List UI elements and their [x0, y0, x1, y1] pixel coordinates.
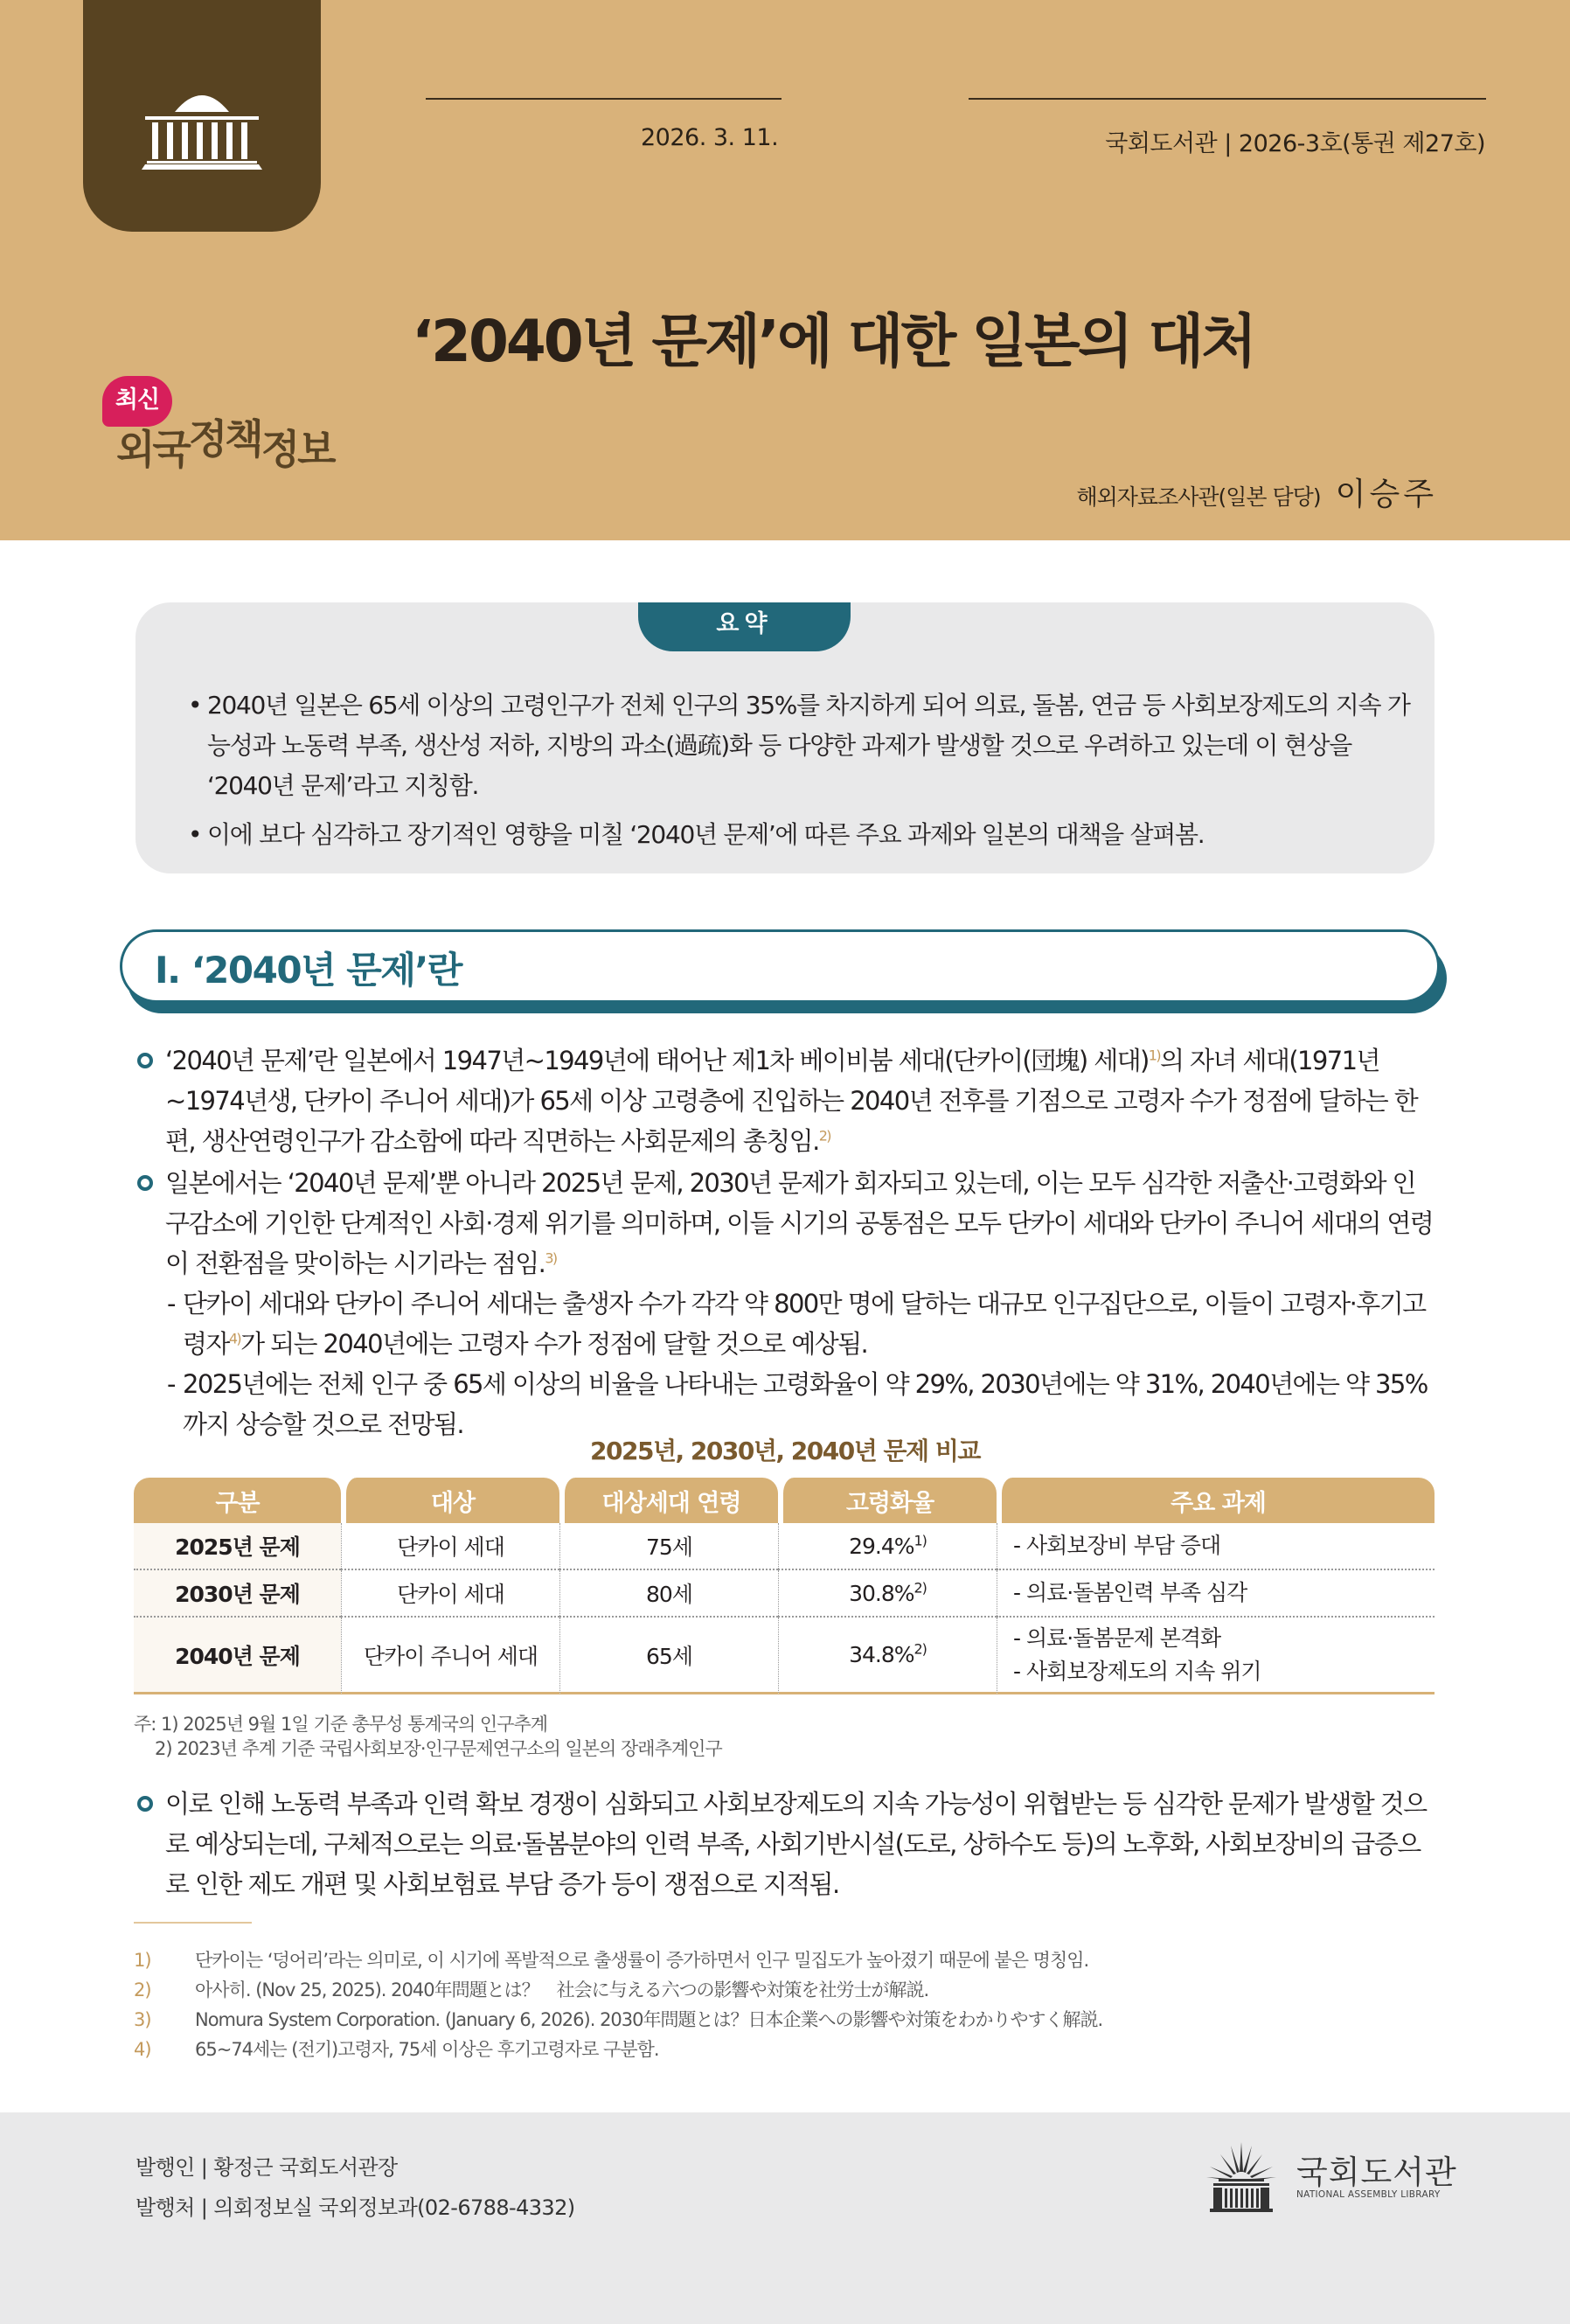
table-header-row	[134, 1478, 1435, 1523]
column-header: 주요 과제	[997, 1478, 1435, 1523]
footnote: 1) 단카이는 ‘덩어리’라는 의미로, 이 시기에 폭발적으로 출생률이 증가하면서 인구 밀집도가 높아졌기 때문에 붙은 명칭임.	[134, 1950, 1089, 1971]
report-header	[0, 0, 1570, 540]
library-name-kr: 국회도서관	[1296, 2154, 1457, 2191]
footnote-ref[interactable]: 4)	[228, 1330, 241, 1347]
summary-item: • 2040년 일본은 65세 이상의 고령인구가 전체 인구의 35%를 차지하게 되어 의료, 돌봄, 연금 등 사회보장제도의 지속 가능성과 노동력 부족, 생산성 저하, 지방의 과소(過疏)화 등 다양한 과제가 발생할 것으로 우려하고 있는데 이 현상을 ‘2040년 문제’라고 지칭함.	[188, 685, 1412, 806]
row-label: 2040년 문제	[134, 1618, 341, 1694]
circle-bullet-icon	[137, 1175, 153, 1191]
footnote-ref: 2)	[914, 1640, 927, 1658]
section-title: Ⅰ. ‘2040년 문제’란	[155, 949, 462, 992]
circle-bullet-icon	[137, 1796, 153, 1812]
column-header: 대상	[341, 1478, 559, 1523]
table-notes	[134, 1712, 722, 1761]
cell-target: 단카이 주니어 세대	[341, 1618, 559, 1694]
summary-list	[188, 685, 1412, 864]
footnote-ref[interactable]: 3)	[545, 1249, 557, 1267]
footnote: 4) 65~74세는 (전기)고령자, 75세 이상은 후기고령자로 구분함.	[134, 2039, 659, 2060]
cell-tasks: - 사회보장비 부담 증대	[997, 1523, 1435, 1570]
column-header: 고령화율	[778, 1478, 997, 1523]
cell-age: 65세	[559, 1618, 778, 1694]
brand-part-2: 정책	[188, 415, 261, 463]
page-title: ‘2040년 문제’에 대한 일본의 대처	[411, 308, 1255, 375]
footnote-ref[interactable]: 2)	[818, 1127, 830, 1145]
new-badge: 최신	[102, 376, 172, 427]
assembly-building-icon	[136, 84, 267, 171]
library-name-en: NATIONAL ASSEMBLY LIBRARY	[1296, 2189, 1441, 2200]
summary-box	[135, 602, 1435, 873]
table-note: 주: 1) 2025년 9월 1일 기준 총무성 통계국의 인구추계	[134, 1714, 548, 1735]
cell-rate: 30.8%$^{2)}$	[778, 1570, 997, 1618]
row-label: 2025년 문제	[134, 1523, 341, 1570]
issue-number: 국회도서관 | 2026-3호(통권 제27호)	[1105, 130, 1485, 157]
publisher-info	[135, 2147, 575, 2228]
sub-item: - 2025년에는 전체 인구 중 65세 이상의 비율을 나타내는 고령화율이 약 29%, 2030년에는 약 31%, 2040년에는 약 35%까지 상승할 것으로 전망됨.	[167, 1369, 1428, 1439]
comparison-table	[134, 1478, 1435, 1694]
brand-part-3: 정보	[261, 426, 334, 473]
brand-part-1: 외국	[116, 426, 189, 473]
cell-target: 단카이 세대	[341, 1523, 559, 1570]
footnote-ref: 1)	[914, 1532, 927, 1549]
paragraph: 일본에서는 ‘2040년 문제’뿐 아니라 2025년 문제, 2030년 문제가 회자되고 있는데, 이는 모두 심각한 저출산·고령화와 인구감소에 기인한 단계적인 사회·경제 위기를 의미하며, 이들 시기의 공통점은 모두 단카이 세대와 단카이 주니어 세대의 연령이 전환점을 맞이하는 시기라는 점임.$^{3)}$	[135, 1163, 1438, 1284]
table-caption: 2025년, 2030년, 2040년 문제 비교	[590, 1437, 980, 1465]
column-header: 구분	[134, 1478, 341, 1523]
body-content-closing	[135, 1784, 1438, 1904]
author-role: 해외자료조사관(일본 담당)	[1076, 484, 1321, 510]
footnote-ref[interactable]: 1)	[1148, 1047, 1161, 1064]
row-label: 2030년 문제	[134, 1570, 341, 1618]
publisher: 발행인 | 황정근 국회도서관장	[135, 2155, 398, 2180]
summary-label: 요약	[638, 602, 851, 651]
body-content	[135, 1040, 1438, 1444]
footnote-divider	[134, 1922, 252, 1924]
header-rule-right	[969, 98, 1486, 100]
header-rule-left	[426, 98, 782, 100]
cell-rate: 34.8%$^{2)}$	[778, 1618, 997, 1694]
table-note: 2) 2023년 추계 기준 국립사회보장·인구문제연구소의 일본의 장래추계인구	[155, 1738, 722, 1759]
section-header	[120, 929, 1447, 1013]
footnotes-list	[134, 1945, 1102, 2064]
footnote-ref: 2)	[914, 1579, 927, 1597]
cell-age: 80세	[559, 1570, 778, 1618]
logo-tab	[83, 0, 321, 232]
library-logo	[1205, 2139, 1467, 2217]
cell-age: 75세	[559, 1523, 778, 1570]
author-line	[1076, 470, 1437, 514]
publication-date: 2026. 3. 11.	[641, 124, 779, 151]
paragraph: ‘2040년 문제’란 일본에서 1947년~1949년에 태어난 제1차 베이비붐 세대(단카이(団塊) 세대)$^{1)}$의 자녀 세대(1971년~1974년생, 단카이 주니어 세대)가 65세 이상 고령층에 진입하는 2040년 전후를 기점으로 고령자 수가 정점에 달하는 한편, 생산연령인구가 감소함에 따라 직면하는 사회문제의 총칭임.$^{2)}$	[135, 1040, 1438, 1161]
footnote: 2) 아사히. (Nov 25, 2025). 2040年問題とは？ 社会に与える六つの影響や対策を社労士が解説.	[134, 1980, 929, 2000]
table-row	[134, 1570, 1435, 1618]
paragraph: 이로 인해 노동력 부족과 인력 확보 경쟁이 심화되고 사회보장제도의 지속 가능성이 위협받는 등 심각한 문제가 발생할 것으로 예상되는데, 구체적으로는 의료·돌봄분야의 인력 부족, 사회기반시설(도로, 상하수도 등)의 노후화, 사회보장비의 급증으로 인한 제도 개편 및 사회보험료 부담 증가 등이 쟁점으로 지적됨.	[135, 1784, 1438, 1904]
author-name: 이승주	[1335, 477, 1437, 512]
table-row	[134, 1523, 1435, 1570]
summary-item: • 이에 보다 심각하고 장기적인 영향을 미칠 ‘2040년 문제’에 따른 주요 과제와 일본의 대책을 살펴봄.	[188, 815, 1412, 855]
issuer: 발행처 | 의회정보실 국외정보과(02-6788-4332)	[135, 2195, 575, 2220]
cell-tasks: - 의료·돌봄문제 본격화 - 사회보장제도의 지속 위기	[997, 1618, 1435, 1694]
library-building-icon	[1205, 2139, 1278, 2214]
table-row	[134, 1618, 1435, 1694]
footnote: 3) Nomura System Corporation. (January 6, 2026). 2030年問題とは？日本企業への影響や対策をわかりやすく解説.	[134, 2009, 1103, 2030]
circle-bullet-icon	[137, 1053, 153, 1068]
column-header: 대상세대 연령	[559, 1478, 778, 1523]
cell-rate: 29.4%$^{1)}$	[778, 1523, 997, 1570]
sub-item: - 단카이 세대와 단카이 주니어 세대는 출생자 수가 각각 약 800만 명에 달하는 대규모 인구집단으로, 이들이 고령자·후기고령자$^{4)}$가 되는 2040년에는 고령자 수가 정점에 달할 것으로 예상됨.	[167, 1289, 1426, 1359]
cell-target: 단카이 세대	[341, 1570, 559, 1618]
cell-tasks: - 의료·돌봄인력 부족 심각	[997, 1570, 1435, 1618]
page-footer	[0, 2112, 1570, 2324]
series-brand	[116, 415, 334, 476]
